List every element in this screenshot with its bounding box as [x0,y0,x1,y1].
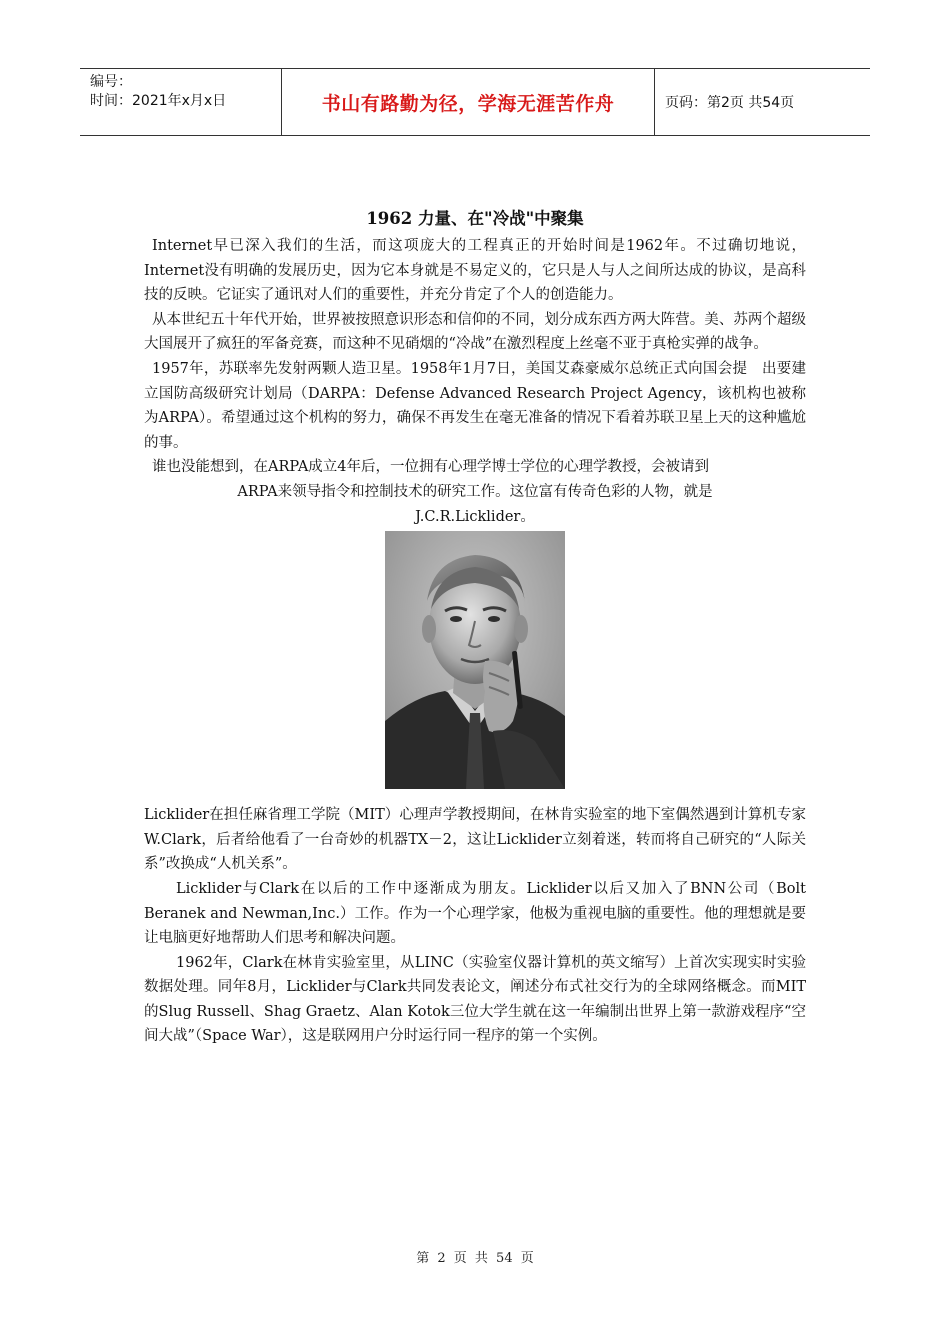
paragraph-intro: Internet早已深入我们的生活，而这项庞大的工程真正的开始时间是1962年。不过确切地说，Internet没有明确的发展历史，因为它本身就是不易定义的，它只是人与人之间所达成的协议，是高科技的反映。它证实了通讯对人们的重要性，并充分肯定了个人的创造能力。 [144,238,806,304]
licklider-portrait-photo [385,531,565,789]
paragraph-cold-war: 从本世纪五十年代开始，世界被按照意识形态和信仰的不同，划分成东西方两大阵营。美、苏两个超级大国展开了疯狂的军备竞赛，而这种不见硝烟的“冷战”在激烈程度上丝毫不亚于真枪实弹的战争。 [144,311,806,353]
paragraph-arpa-lead: 谁也没能想到，在ARPA成立4年后，一位拥有心理学博士学位的心理学教授，会被请到 [152,459,710,476]
article-title: 1962 力量、在"冷战"中聚集 [366,209,584,228]
header-motto: 书山有路勤为径，学海无涯苦作舟 [282,69,655,135]
paragraph-darpa: 1957年，苏联率先发射两颗人造卫星。1958年1月7日，美国艾森豪威尔总统正式向国会提 出要建立国防高级研究计划局（DARPA：Defense Advanced Research Project Agency，该机构也被称为ARPA）。希望通过这个机构的努力，确保不再发生在毫无准备的情况下看着苏联卫星上天的这种尴尬的事。 [144,360,806,451]
header-number-label: 编号： [90,74,132,90]
paragraph-mit: Licklider在担任麻省理工学院（MIT）心理声学教授期间，在林肯实验室的地下室偶然遇到计算机专家W.Clark，后者给他看了一台奇妙的机器TX－2，这让Licklider立刻着迷，转而将自己研究的“人际关系”改换成“人机关系”。 [144,807,806,873]
page-footer: 第 2 页 共 54 页 [416,1251,534,1266]
paragraph-bnn: Licklider与Clark在以后的工作中逐渐成为朋友。Licklider以后又加入了BNN公司（Bolt Beranek and Newman,Inc.）工作。作为一个心理学家，他极为重视电脑的重要性。他的理想就是要让电脑更好地帮助人们思考和解决问题。 [144,880,806,947]
paragraph-arpa-centered: ARPA来领导指令和控制技术的研究工作。这位富有传奇色彩的人物，就是 [237,483,713,500]
header-time-label: 时间：2021年x月x日 [90,93,227,109]
paragraph-linc: 1962年，Clark在林肯实验室里，从LINC（实验室仪器计算机的英文缩写）上首次实现实时实验数据处理。同年8月，Licklider与Clark共同发表论文，阐述分布式社交行为的全球网络概念。而MIT的Slug Russell、Shag Graetz、Alan Kotok三位大学生就在这一年编制出世界上第一款游戏程序“空间大战”（Space War），这是联网用户分时运行同一程序的第一个实例。 [144,954,806,1045]
header-page-info: 页码：第2页 共54页 [665,95,795,111]
page-header [80,68,870,136]
article-body [144,208,806,1049]
header-meta-cell [80,69,282,135]
paragraph-licklider-name: J.C.R.Licklider。 [415,508,535,525]
portrait-container [144,531,806,789]
